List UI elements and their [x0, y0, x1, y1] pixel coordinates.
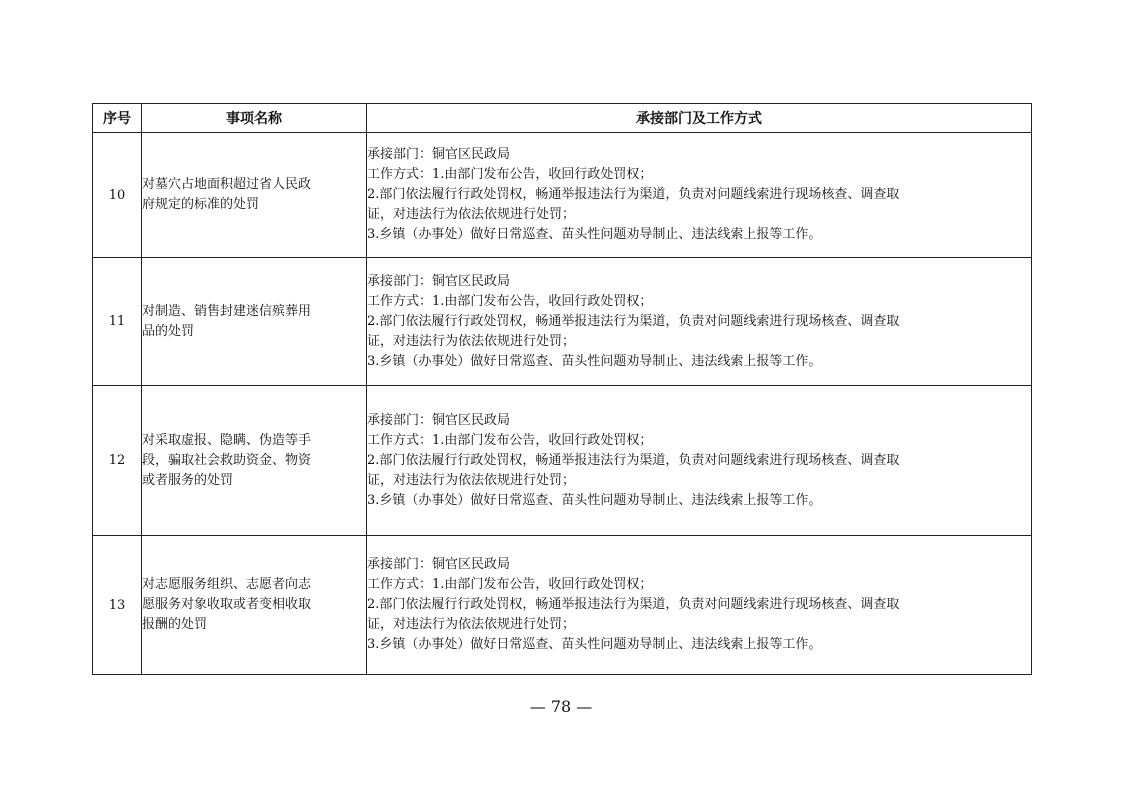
row-seq: 11: [93, 258, 142, 386]
items-table: [92, 103, 1032, 675]
table-row: [93, 386, 1032, 536]
content-line: 工作方式：1.由部门发布公告，收回行政处罚权；: [367, 293, 653, 309]
content-line: 证，对违法行为依法依规进行处罚；: [367, 472, 576, 488]
header-seq: 序号: [93, 104, 142, 133]
row-item-name: [142, 133, 367, 258]
content-line: 承接部门：铜官区民政局: [367, 147, 511, 162]
row-item-name: [142, 536, 367, 675]
item-name-line: 报酬的处罚: [142, 617, 208, 632]
content-line: 工作方式：1.由部门发布公告，收回行政处罚权；: [367, 432, 653, 448]
content-line: 3.乡镇（办事处）做好日常巡查、苗头性问题劝导制止、违法线索上报等工作。: [367, 492, 822, 508]
row-content: [367, 386, 1032, 536]
content-line: 承接部门：铜官区民政局: [367, 557, 511, 572]
item-name-line: 愿服务对象收取或者变相收取: [142, 597, 312, 612]
content-line: 2.部门依法履行行政处罚权，畅通举报违法行为渠道，负责对问题线索进行现场核查、调查取: [367, 313, 900, 329]
header-item-name: 事项名称: [142, 104, 367, 133]
content-line: 3.乡镇（办事处）做好日常巡查、苗头性问题劝导制止、违法线索上报等工作。: [367, 227, 822, 242]
row-item-name: [142, 258, 367, 386]
content-line: 证，对违法行为依法依规进行处罚；: [367, 617, 576, 632]
row-content: [367, 133, 1032, 258]
item-name-line: 对采取虚报、隐瞒、伪造等手: [142, 432, 312, 448]
item-name-line: 对志愿服务组织、志愿者向志: [142, 577, 312, 592]
header-department-method: 承接部门及工作方式: [367, 104, 1032, 133]
table-row: [93, 536, 1032, 675]
table-row: [93, 258, 1032, 386]
content-line: 3.乡镇（办事处）做好日常巡查、苗头性问题劝导制止、违法线索上报等工作。: [367, 637, 822, 652]
table-header-row: [93, 104, 1032, 133]
item-name-line: 府规定的标准的处罚: [142, 197, 260, 212]
content-line: 2.部门依法履行行政处罚权，畅通举报违法行为渠道，负责对问题线索进行现场核查、调查取: [367, 187, 900, 202]
row-content: [367, 258, 1032, 386]
content-line: 3.乡镇（办事处）做好日常巡查、苗头性问题劝导制止、违法线索上报等工作。: [367, 353, 822, 369]
content-line: 2.部门依法履行行政处罚权，畅通举报违法行为渠道，负责对问题线索进行现场核查、调查取: [367, 597, 900, 612]
content-line: 证，对违法行为依法依规进行处罚；: [367, 333, 576, 349]
table-row: [93, 133, 1032, 258]
content-line: 工作方式：1.由部门发布公告，收回行政处罚权；: [367, 577, 653, 592]
item-name-line: 品的处罚: [142, 323, 195, 339]
row-item-name: [142, 386, 367, 536]
row-content: [367, 536, 1032, 675]
item-name-line: 对墓穴占地面积超过省人民政: [142, 177, 312, 192]
row-seq: 12: [93, 386, 142, 536]
item-name-line: 段，骗取社会救助资金、物资: [142, 452, 312, 468]
content-line: 承接部门：铜官区民政局: [367, 412, 511, 428]
row-seq: 10: [93, 133, 142, 258]
page-number: — 78 —: [529, 697, 593, 716]
content-line: 证，对违法行为依法依规进行处罚；: [367, 207, 576, 222]
item-name-line: 或者服务的处罚: [142, 472, 234, 488]
content-line: 工作方式：1.由部门发布公告，收回行政处罚权；: [367, 167, 653, 182]
item-name-line: 对制造、销售封建迷信殡葬用: [142, 303, 312, 319]
content-line: 承接部门：铜官区民政局: [367, 273, 511, 289]
row-seq: 13: [93, 536, 142, 675]
content-line: 2.部门依法履行行政处罚权，畅通举报违法行为渠道，负责对问题线索进行现场核查、调查取: [367, 452, 900, 468]
